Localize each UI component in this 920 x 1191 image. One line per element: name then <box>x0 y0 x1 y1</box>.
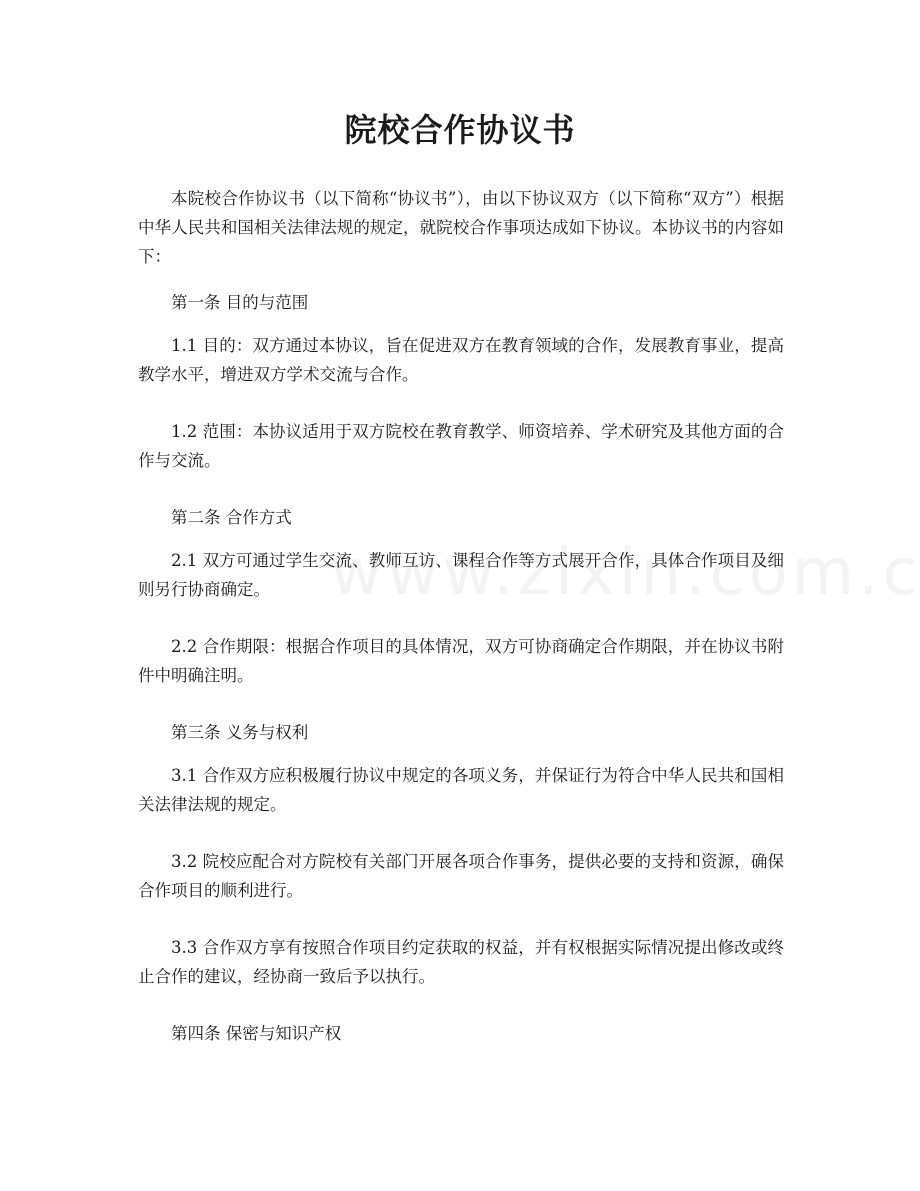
clause-1-1: 1.1 目的：双方通过本协议，旨在促进双方在教育领域的合作，发展教育事业，提高教学水平，增进双方学术交流与合作。 <box>138 336 784 384</box>
document-title: 院校合作协议书 <box>344 111 576 149</box>
article-3-heading: 第三条 义务与权利 <box>171 723 309 742</box>
article-4-heading: 第四条 保密与知识产权 <box>171 1024 342 1043</box>
clause-2-1: 2.1 双方可通过学生交流、教师互访、课程合作等方式展开合作，具体合作项目及细则另行协商确定。 <box>138 551 784 599</box>
article-1-heading: 第一条 目的与范围 <box>171 293 309 312</box>
article-2-heading: 第二条 合作方式 <box>171 508 292 527</box>
document-body <box>138 184 784 1062</box>
clause-1-2: 1.2 范围：本协议适用于双方院校在教育教学、师资培养、学术研究及其他方面的合作与交流。 <box>138 422 784 470</box>
clause-3-3: 3.3 合作双方享有按照合作项目约定获取的权益，并有权根据实际情况提出修改或终止合作的建议，经协商一致后予以执行。 <box>138 938 784 986</box>
intro-paragraph: 本院校合作协议书（以下简称“协议书”），由以下协议双方（以下简称“双方”）根据中华人民共和国相关法律法规的规定，就院校合作事项达成如下协议。本协议书的内容如下： <box>138 189 784 266</box>
clause-3-1: 3.1 合作双方应积极履行协议中规定的各项义务，并保证行为符合中华人民共和国相关法律法规的规定。 <box>138 766 784 814</box>
clause-2-2: 2.2 合作期限：根据合作项目的具体情况，双方可协商确定合作期限，并在协议书附件中明确注明。 <box>138 637 784 685</box>
clause-3-2: 3.2 院校应配合对方院校有关部门开展各项合作事务，提供必要的支持和资源，确保合作项目的顺利进行。 <box>138 852 784 900</box>
